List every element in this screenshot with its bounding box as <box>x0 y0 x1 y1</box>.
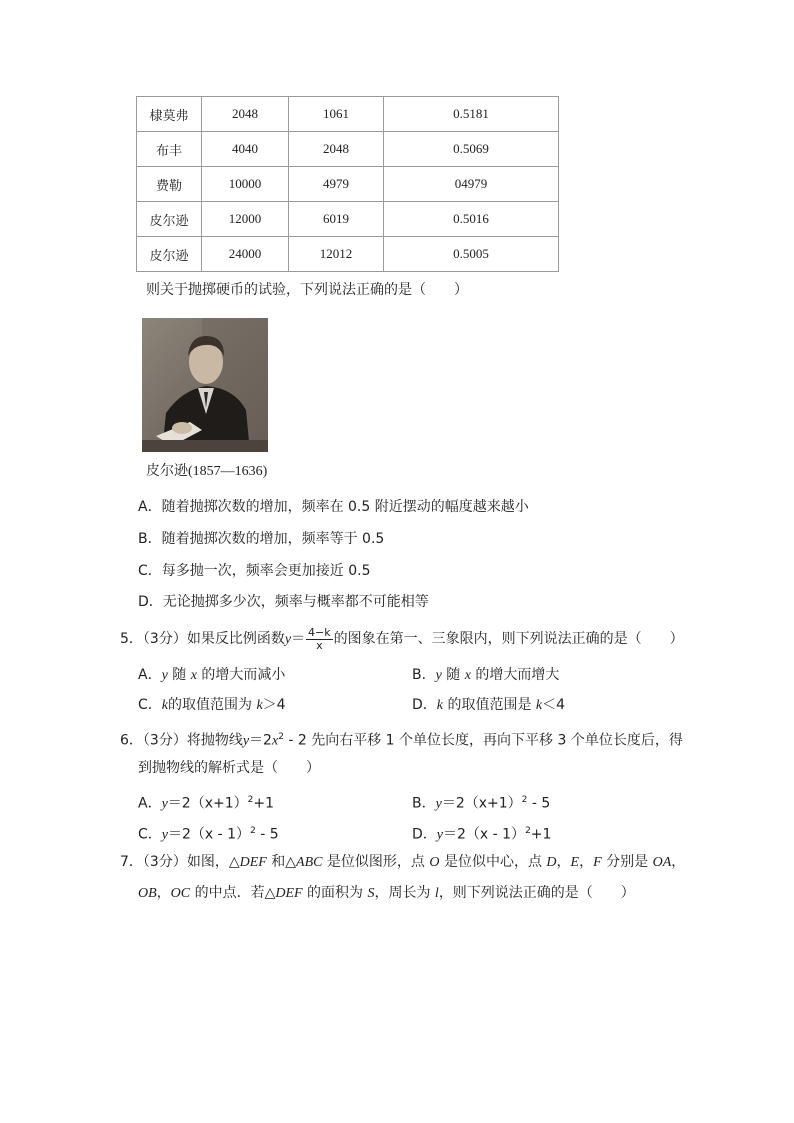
q6-option-c: C．y＝2（x - 1）$^2$ - 5 <box>138 826 279 843</box>
q5-fraction-numerator: 4−k <box>308 625 331 639</box>
table-cell: 费勒 <box>137 167 202 202</box>
q4-option-c: C．每多抛一次，频率会更加接近 0.5 <box>138 563 371 579</box>
table-cell: 4979 <box>289 167 384 202</box>
table-cell: 皮尔逊 <box>137 237 202 272</box>
table-cell: 1061 <box>289 97 384 132</box>
q5-fraction <box>306 627 333 652</box>
table-row <box>137 237 559 272</box>
table-cell: 24000 <box>202 237 289 272</box>
table-cell: 0.5016 <box>384 202 559 237</box>
table-cell: 04979 <box>384 167 559 202</box>
q6-option-a: A．$y=2(x+1)^2+1$ <box>138 795 275 812</box>
table-cell: 12000 <box>202 202 289 237</box>
table-cell: 皮尔逊 <box>137 202 202 237</box>
table-cell: 0.5181 <box>384 97 559 132</box>
q6-stem-line2: 到抛物线的解析式是（ ） <box>138 760 320 776</box>
q5-stem <box>120 624 684 655</box>
q6-option-b: B．$y=2(x+1)^2 - 5$ <box>412 795 551 812</box>
q6-stem-line1: 6．（3分）将抛物线$y=2x^2 - 2$ 先向右平移 1 个单位长度，再向下平移 3 个单位长度后，得 <box>120 732 683 749</box>
table-cell: 布丰 <box>137 132 202 167</box>
table-row <box>137 97 559 132</box>
q7-stem-line2: OB，OC 的中点．若△DEF 的面积为 S，周长为 l，则下列说法正确的是（ ） <box>138 885 635 901</box>
q7-stem-line1: 7．（3分）如图，△DEF 和△ABC 是位似图形，点 O 是位似中心，点 D，E，F 分别是 OA， <box>120 854 686 870</box>
pearson-portrait-image <box>142 318 268 452</box>
table-cell: 4040 <box>202 132 289 167</box>
table-cell: 0.5005 <box>384 237 559 272</box>
table-row <box>137 167 559 202</box>
q5-fraction-denominator: x <box>316 638 323 652</box>
q5-suffix: 的图象在第一、三象限内，则下列说法正确的是（ ） <box>333 631 684 647</box>
q5-option-c: C．k的取值范围为 k＞4 <box>138 697 286 713</box>
data-table <box>136 96 559 272</box>
table-cell: 2048 <box>202 97 289 132</box>
table-row <box>137 202 559 237</box>
q5-option-a: A．y 随 x 的增大而减小 <box>138 667 286 683</box>
q4-option-b: B．随着抛掷次数的增加，频率等于 0.5 <box>138 531 385 547</box>
table-cell: 6019 <box>289 202 384 237</box>
table-cell: 2048 <box>289 132 384 167</box>
q5-prefix: 5．（3分）如果反比例函数 <box>120 631 285 647</box>
table-cell: 12012 <box>289 237 384 272</box>
q6-option-d: D．y＝2（x - 1）$^2$+1 <box>412 826 552 843</box>
q4-stem: 则关于抛掷硬币的试验，下列说法正确的是（ ） <box>146 282 468 298</box>
q5-option-d: D．k 的取值范围是 k＜4 <box>412 697 566 713</box>
table-cell: 棣莫弗 <box>137 97 202 132</box>
q4-option-a: A．随着抛掷次数的增加，频率在 0.5 附近摆动的幅度越来越小 <box>138 499 529 515</box>
q5-eq: ＝ <box>291 631 306 647</box>
q4-option-d: D．无论抛掷多少次，频率与概率都不可能相等 <box>138 594 429 610</box>
q5-var-y: y <box>284 632 292 647</box>
table-row <box>137 132 559 167</box>
table-cell: 10000 <box>202 167 289 202</box>
table-cell: 0.5069 <box>384 132 559 167</box>
q5-option-b: B．y 随 x 的增大而增大 <box>412 667 560 683</box>
portrait-caption: 皮尔逊(1857—1636) <box>146 464 268 479</box>
